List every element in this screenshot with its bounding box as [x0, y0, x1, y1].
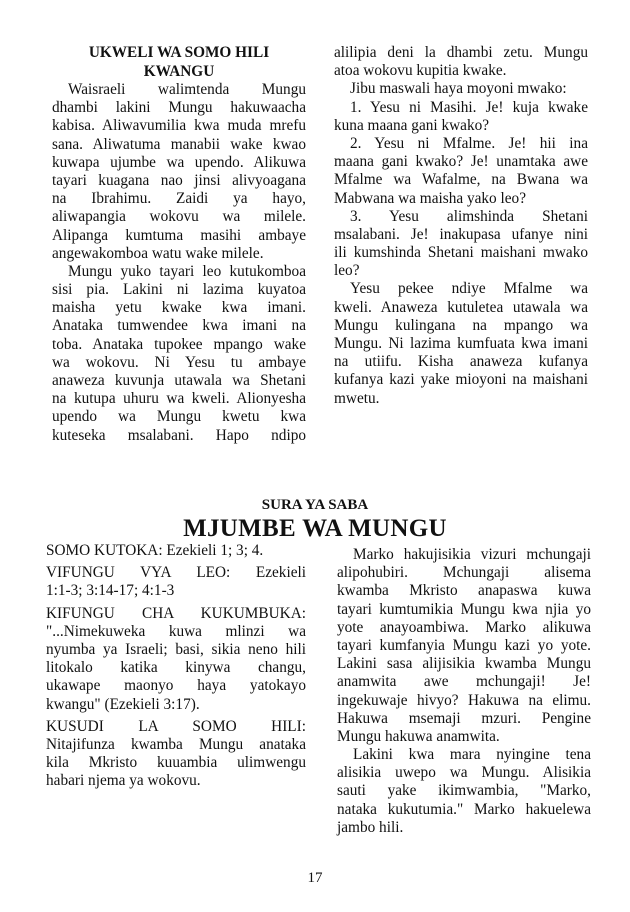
text-line: upendo wa Mungu kwetu kwa [52, 408, 306, 426]
text-line: ili kumshinda Shetani maishani mwako [334, 244, 588, 262]
paragraph [52, 263, 306, 445]
paragraph [46, 605, 306, 714]
text-line: kweli. Anaweza kutuletea utawala wa [334, 298, 588, 316]
text-line: na utiifu. Kisha anaweza kufanya [334, 353, 588, 371]
chapter-number: SURA YA SABA [261, 497, 369, 513]
text-line: leo? [334, 262, 360, 280]
bottom-right-column [337, 546, 591, 837]
text-line: Mungu yuko tayari leo kutukomboa [68, 262, 306, 280]
text-line: litokalo katika kinywa changu, [46, 659, 306, 677]
text-line: Nitajifunza kwamba Mungu anataka [46, 735, 306, 753]
top-right-text [334, 44, 588, 408]
text-line: nyumba ya Israeli; basi, sikia neno hili [46, 640, 306, 658]
text-line: kila Mkristo kuuambia ulimwengu [46, 754, 306, 772]
top-left-text [52, 81, 306, 445]
paragraph [334, 44, 588, 80]
story-text [337, 546, 591, 837]
text-line: Hakuwa msemaji mzuri. Pengine [337, 709, 591, 727]
text-line: toba. Anataka tupokee mpango wake [52, 335, 306, 353]
text-line: KIFUNGU CHA KUKUMBUKA: [46, 604, 306, 622]
text-line: ingekuwaje hivyo? Hakuwa na elimu. [337, 691, 591, 709]
text-line: Mungu kulingana na mpango wa [334, 316, 588, 334]
text-line: 1:1-3; 3:14-17; 4:1-3 [46, 582, 175, 600]
text-line: Marko hakujisikia vizuri mchungaji [353, 546, 591, 563]
text-line: alilipia deni la dhambi zetu. Mungu [334, 44, 588, 61]
text-line: Jibu maswali haya moyoni mwako: [350, 80, 567, 98]
text-line: Anataka tumwendee kwa imani na [52, 317, 306, 335]
text-line: 1. Yesu ni Masihi. Je! kuja kwake [350, 98, 588, 116]
top-left-column [52, 44, 306, 445]
text-line: sana. Aliwatuma manabii wake kwao [52, 135, 306, 153]
text-line: Mabwana wa maisha yako leo? [334, 189, 526, 207]
paragraph [46, 718, 306, 791]
paragraph [334, 280, 588, 407]
text-line: "...Nimekuweka kuwa mlinzi wa [46, 622, 306, 640]
top-right-column [334, 44, 588, 408]
text-line: anaweza kuvunja utawala wa Shetani [52, 372, 306, 389]
text-line: alipohubiri. Mchungaji alisema [337, 564, 591, 582]
text-line: aliwapangia wokovu wa milele. [52, 208, 306, 226]
text-line: alisikia uwepo wa Mungu. Alisikia [337, 764, 591, 782]
text-line: wa wokovu. Ni Yesu tu ambaye [52, 353, 306, 371]
page-number: 17 [307, 870, 323, 886]
text-line: atoa wokovu kupitia kwake. [334, 62, 507, 80]
paragraph [334, 135, 588, 208]
text-line: kufanya kazi yake mioyoni na maishani [334, 371, 588, 389]
text-line: KUSUDI LA SOMO HILI: [46, 717, 306, 735]
text-line: kuna maana gani kwako? [334, 116, 490, 134]
text-line: anamwita awe mchungaji! Je! [337, 673, 591, 691]
text-line: kuteseka msalabani. Hapo ndipo [52, 426, 306, 444]
chapter-title: MJUMBE WA MUNGU [183, 515, 447, 542]
text-line: jambo hili. [337, 818, 404, 836]
section-heading-line: KWANGU [143, 62, 215, 80]
text-line: Lakini sasa alijisikia kwamba Mungu [337, 655, 591, 673]
text-line: tayari kuagana nao jinsi alivyoagana [52, 171, 306, 189]
section-heading-line: UKWELI WA SOMO HILI [88, 44, 270, 61]
text-line: sisi pia. Lakini ni lazima kuyatoa [52, 281, 306, 299]
paragraph [337, 746, 591, 837]
paragraph [334, 80, 588, 98]
text-line: 3. Yesu alimshinda Shetani [350, 207, 588, 225]
text-line: yote anayoambiwa. Marko alikuwa [337, 618, 591, 636]
text-line: VIFUNGU VYA LEO: Ezekieli [46, 564, 306, 582]
text-line: nataka kukutumia." Marko hakuelewa [337, 800, 591, 818]
paragraph [46, 542, 306, 560]
text-line: Waisraeli walimtenda Mungu [68, 81, 306, 98]
lesson-info [46, 542, 306, 790]
text-line: ukawape maonyo haya yatokayo [46, 677, 306, 695]
paragraph [46, 564, 306, 600]
text-line: Mungu hakuwa anamwita. [337, 727, 500, 745]
text-line: maana gani kwako? Je! unamtaka awe [334, 153, 588, 171]
bottom-left-column [46, 542, 306, 790]
text-line: Lakini kwa mara nyingine tena [353, 746, 591, 764]
text-line: msalabani. Je! inakupasa ufanye nini [334, 225, 588, 243]
text-line: na kutupa uhuru wa kweli. Alionyesha [52, 390, 306, 408]
text-line: mwetu. [334, 389, 380, 407]
text-line: kwangu" (Ezekieli 3:17). [46, 695, 200, 713]
text-line: sauti yake ikimwambia, "Marko, [337, 782, 591, 800]
text-line: Mungu. Ni lazima kumfuata kwa imani [334, 335, 588, 352]
text-line: Mfalme wa Wafalme, na Bwana wa [334, 171, 588, 189]
text-line: SOMO KUTOKA: Ezekieli 1; 3; 4. [46, 542, 264, 559]
text-line: kuwapa ujumbe wa upendo. Alikuwa [52, 153, 306, 171]
text-line: Yesu pekee ndiye Mfalme wa [350, 280, 588, 298]
text-line: tayari kumtumikia Mungu kwa njia yo [337, 600, 591, 618]
text-line: habari njema ya wokovu. [46, 772, 201, 790]
text-line: angewakomboa watu wake milele. [52, 244, 264, 262]
paragraph [337, 546, 591, 746]
paragraph [334, 208, 588, 281]
text-line: na Ibrahimu. Zaidi ya hayo, [52, 190, 306, 208]
text-line: kabisa. Aliwavumilia kwa muda mrefu [52, 117, 306, 135]
text-line: Alipanga kumtuma masihi ambaye [52, 226, 306, 244]
text-line: kwamba Mkristo anapaswa kuwa [337, 582, 591, 600]
text-line: maisha yetu kwake kwa imani. [52, 299, 306, 317]
section-heading [52, 44, 306, 81]
paragraph [334, 99, 588, 135]
text-line: 2. Yesu ni Mfalme. Je! hii ina [350, 134, 588, 152]
text-line: tayari kumfanyia Mungu kazi yo yote. [337, 636, 591, 654]
paragraph [52, 81, 306, 263]
text-line: dhambi lakini Mungu hakuwaacha [52, 99, 306, 117]
